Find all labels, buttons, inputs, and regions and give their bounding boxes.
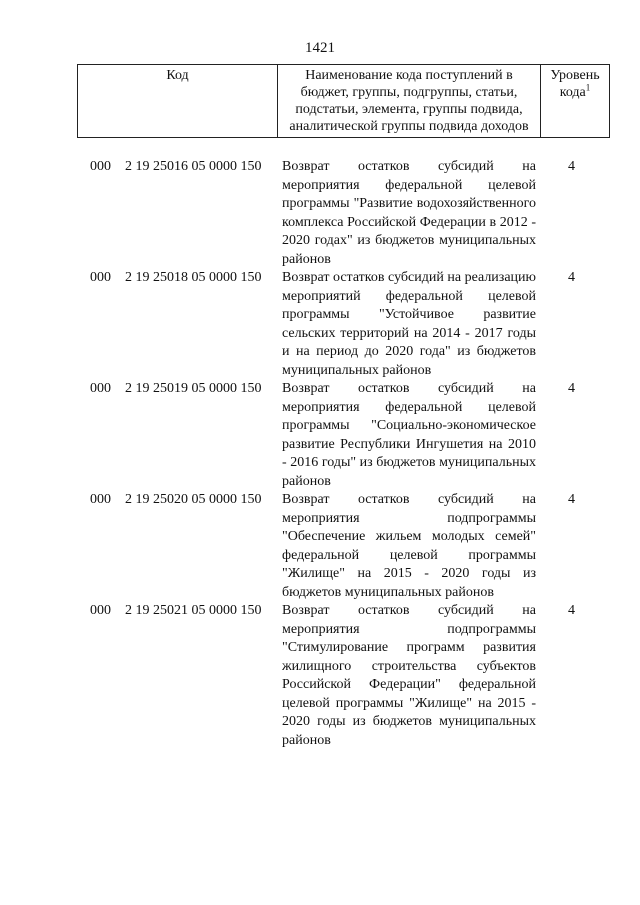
header-name-label: Наименование кода поступлений в бюджет, группы, подгруппы, статьи, подстатьи, элемента, группы подвида, аналитической группы подвида доходов (289, 68, 529, 134)
row-admin-code: 000 (90, 381, 111, 396)
row-level: 4 (568, 381, 575, 396)
table-row (0, 380, 640, 491)
row-admin-code: 000 (90, 270, 111, 285)
table-row (0, 602, 640, 750)
row-level: 4 (568, 603, 575, 618)
row-admin-code: 000 (90, 492, 111, 507)
table-row (0, 491, 640, 602)
header-level-label: Уровень кода (550, 68, 600, 100)
row-description: Возврат остатков субсидий на реализацию мероприятий федеральной целевой программы "Устойчивое развитие сельских территорий на 2014 - 2017 годы и на период до 2020 года" из бюджетов муниципальных районов (282, 270, 536, 378)
row-budget-code: 2 19 25020 05 0000 150 (125, 492, 262, 507)
row-description: Возврат остатков субсидий на мероприятия подпрограммы "Стимулирование программ развития жилищного строительства субъектов Российской Федерации" федеральной целевой программы "Жилище" на 2015 - 2020 годы из бюджетов муниципальных районов (282, 603, 536, 748)
row-admin-code: 000 (90, 159, 111, 174)
row-level: 4 (568, 270, 575, 285)
header-name-column (278, 65, 541, 137)
row-budget-code: 2 19 25016 05 0000 150 (125, 159, 262, 174)
row-budget-code: 2 19 25021 05 0000 150 (125, 603, 262, 618)
table-row (0, 158, 640, 269)
row-budget-code: 2 19 25019 05 0000 150 (125, 381, 262, 396)
row-description: Возврат остатков субсидий на мероприятия подпрограммы "Обеспечение жильем молодых семей" федеральной целевой программы "Жилище" на 2015 - 2020 годы из бюджетов муниципальных районов (282, 492, 536, 600)
header-level-column (541, 65, 609, 137)
table-header (77, 64, 610, 138)
header-level-footnote: 1 (585, 82, 591, 93)
row-level: 4 (568, 159, 575, 174)
row-admin-code: 000 (90, 603, 111, 618)
table-row (0, 269, 640, 380)
row-description: Возврат остатков субсидий на мероприятия федеральной целевой программы "Развитие водохозяйственного комплекса Российской Федерации в 2012 - 2020 годах" из бюджетов муниципальных районов (282, 159, 536, 267)
header-code-label: Код (166, 68, 189, 83)
table-body (0, 158, 640, 750)
row-level: 4 (568, 492, 575, 507)
header-code-column (78, 65, 278, 137)
row-description: Возврат остатков субсидий на мероприятия федеральной целевой программы "Социально-экономическое развитие Республики Ингушетия на 2010 - 2016 годы" из бюджетов муниципальных районов (282, 381, 536, 489)
row-budget-code: 2 19 25018 05 0000 150 (125, 270, 262, 285)
page-number: 1421 (305, 40, 335, 56)
